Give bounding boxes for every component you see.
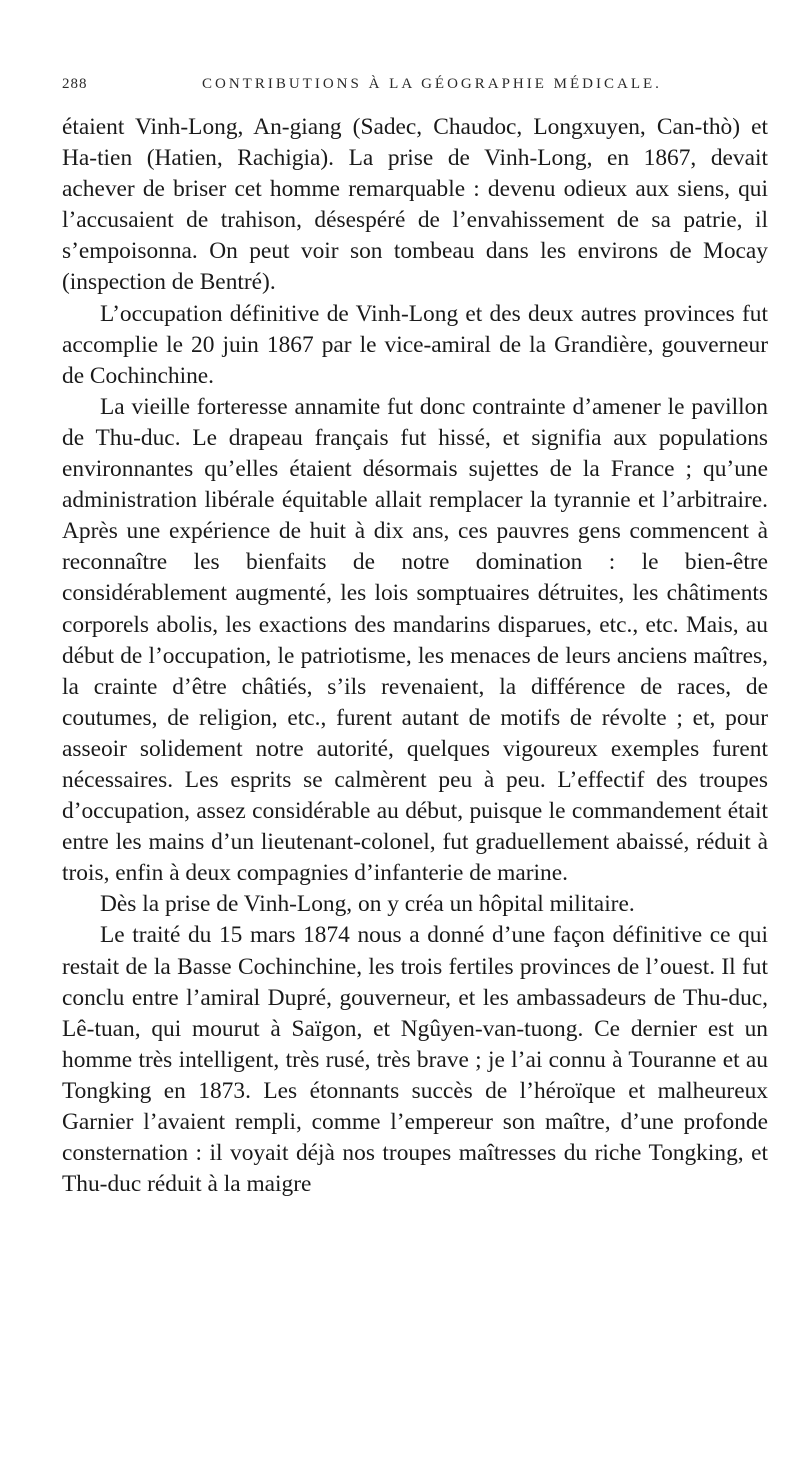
page-number: 288 <box>62 76 88 92</box>
running-title: CONTRIBUTIONS À LA GÉOGRAPHIE MÉDICALE. <box>202 76 662 92</box>
paragraph: La vieille forteresse annamite fut donc contrainte d’amener le pavillon de Thu-duc. Le drapeau français fut hissé, et signifia aux populations environnantes qu’elles étaient désormais sujettes de la France ; qu’une administration libérale équitable allait remplacer la tyrannie et l’arbitraire. Après une expérience de huit à dix ans, ces pauvres gens commencent à reconnaître les bienfaits de notre domination : le bien-être considérablement augmenté, les lois somptuaires détruites, les châtiments corporels abolis, les exactions des mandarins disparues, etc., etc. Mais, au début de l’occupation, le patriotisme, les menaces de leurs anciens maîtres, la crainte d’être châtiés, s’ils revenaient, la différence de races, de coutumes, de religion, etc., furent autant de motifs de révolte ; et, pour asseoir solidement notre autorité, quelques vigoureux exemples furent nécessaires. Les esprits se calmèrent peu à peu. L’effectif des troupes d’occupation, assez considérable au début, puisque le commandement était entre les mains d’un lieutenant-colonel, fut graduellement abaissé, réduit à trois, enfin à deux compagnies d’infanterie de marine. <box>62 393 768 887</box>
paragraph: Le traité du 15 mars 1874 nous a donné d’une façon définitive ce qui restait de la Basse Cochinchine, les trois fertiles provinces de l’ouest. Il fut conclu entre l’amiral Dupré, gouverneur, et les ambassadeurs de Thu-duc, Lê-tuan, qui mourut à Saïgon, et Ngûyen-van-tuong. Ce dernier est un homme très intelligent, très rusé, très brave ; je l’ai connu à Touranne et au Tongking en 1873. Les étonnants succès de l’héroïque et malheureux Garnier l’avaient rempli, comme l’empereur son maître, d’une profonde consternation : il voyait déjà nos troupes maîtresses du riche Tongking, et Thu-duc réduit à la maigre <box>62 922 768 1198</box>
body-text <box>62 112 768 1200</box>
running-head <box>62 76 768 98</box>
paragraph: étaient Vinh-Long, An-giang (Sadec, Chaudoc, Longxuyen, Can-thò) et Ha-tien (Hatien, Rachigia). La prise de Vinh-Long, en 1867, devait achever de briser cet homme remarquable : devenu odieux aux siens, qui l’accusaient de trahison, désespéré de l’envahissement de sa patrie, il s’empoisonna. On peut voir son tombeau dans les environs de Mocay (inspection de Bentré). <box>62 114 768 296</box>
paragraph: L’occupation définitive de Vinh-Long et des deux autres provinces fut accomplie le 20 juin 1867 par le vice-amiral de la Grandière, gouverneur de Cochinchine. <box>62 300 768 389</box>
paragraph: Dès la prise de Vinh-Long, on y créa un hôpital militaire. <box>100 891 635 918</box>
